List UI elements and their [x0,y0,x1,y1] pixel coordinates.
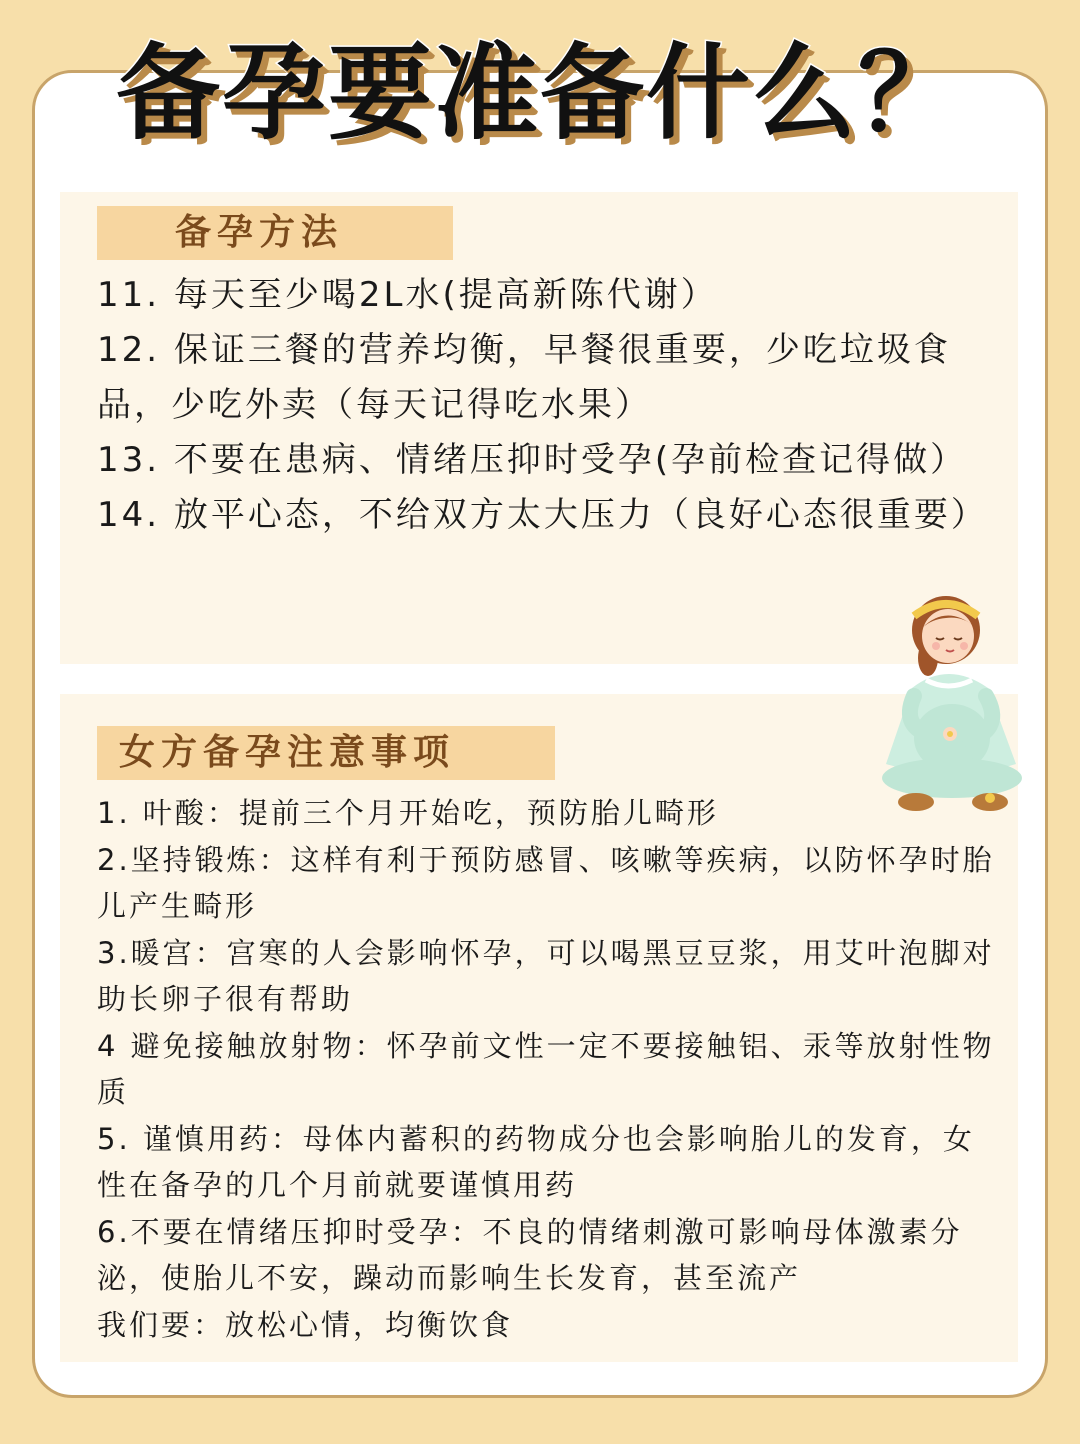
pregnant-woman-illustration [866,588,1036,828]
list-item: 14. 放平心态，不给双方太大压力（良好心态很重要） [97,495,988,535]
list-item: 11. 每天至少喝2L水(提高新陈代谢） [97,275,718,315]
list-item: 12. 保证三餐的营养均衡，早餐很重要，少吃垃圾食品，少吃外卖（每天记得吃水果） [97,330,951,425]
list-item: 4 避免接触放射物：怀孕前文性一定不要接触铝、汞等放射性物质 [97,1028,995,1109]
page-title: 备孕要准备什么？ [115,32,964,154]
list-item: 6.不要在情绪压抑时受孕：不良的情绪刺激可影响母体激素分泌，使胎儿不安，躁动而影响生长发育，甚至流产 [97,1214,963,1295]
list-item: 我们要：放松心情，均衡饮食 [97,1307,514,1342]
list-item: 2.坚持锻炼：这样有利于预防感冒、咳嗽等疾病，以防怀孕时胎儿产生畸形 [97,842,995,923]
list-item: 13. 不要在患病、情绪压抑时受孕(孕前检查记得做） [97,440,968,480]
list-item: 3.暖宫：宫寒的人会影响怀孕，可以喝黑豆豆浆，用艾叶泡脚对助长卵子很有帮助 [97,935,995,1016]
list-item: 5. 谨慎用药：母体内蓄积的药物成分也会影响胎儿的发育，女性在备孕的几个月前就要谨慎用药 [97,1121,975,1202]
section-label-female-notes: 女方备孕注意事项 [97,726,555,780]
list-item: 1. 叶酸：提前三个月开始吃，预防胎儿畸形 [97,796,719,830]
section-label-methods: 备孕方法 [97,206,453,260]
female-notes-list [97,790,997,1348]
methods-list [97,268,988,543]
